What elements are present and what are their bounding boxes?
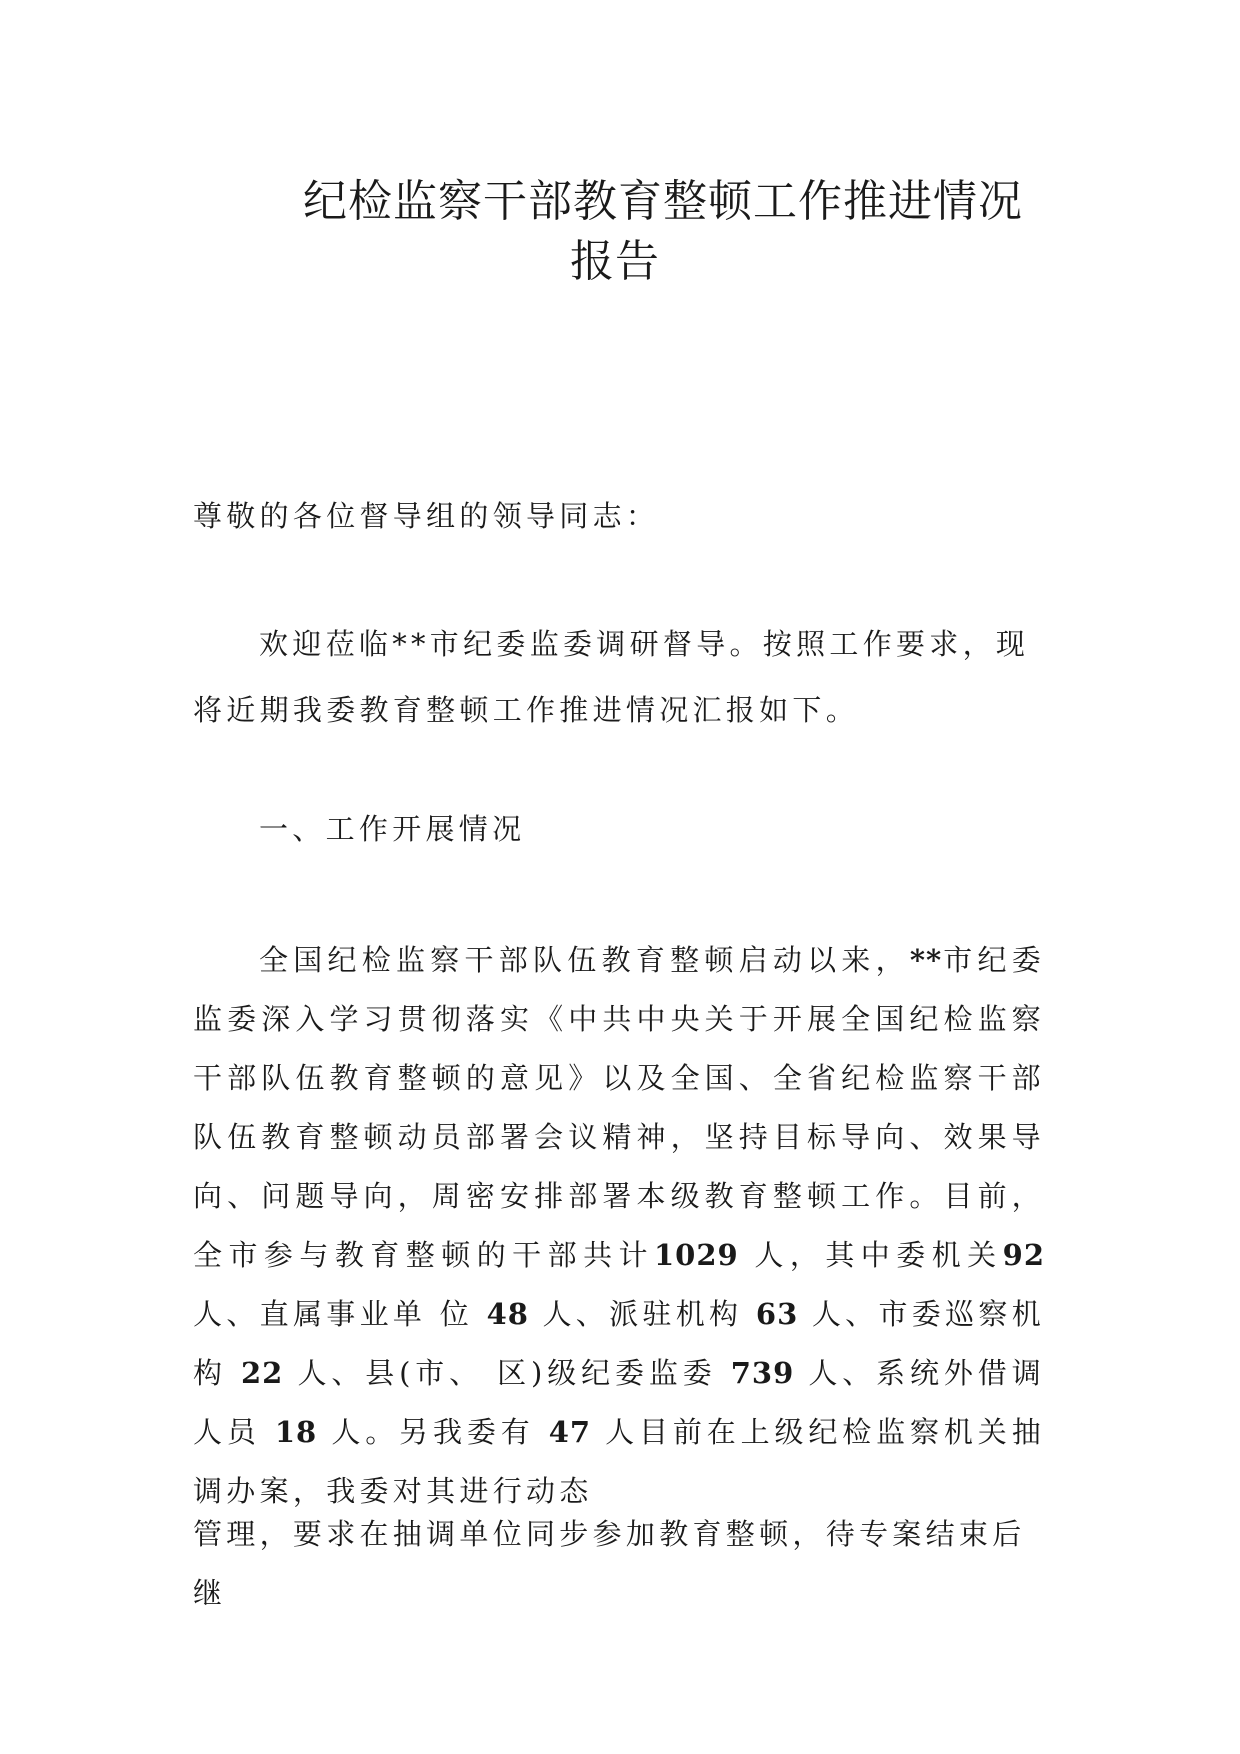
para2-text-8: 人、系统外借调人员: [193, 1356, 1045, 1449]
continued-paragraph: 管理，要求在抽调单位同步参加教育整顿，待专案结束后继: [193, 1517, 1026, 1610]
count-affiliated-units: 48: [486, 1297, 529, 1331]
para2-text-9: 人。另我委有: [317, 1415, 549, 1449]
title-line-1: 纪检监察干部教育整顿工作推进情况: [303, 176, 1023, 227]
document-title: [200, 172, 1100, 292]
para2-text-10: 人目前在上级纪检监察机关抽调办案，我委对其进行动态: [193, 1415, 1045, 1508]
para2-text-7: 人、县(市、 区)级纪委监委: [283, 1356, 731, 1390]
count-seconded-staff: 18: [274, 1415, 318, 1449]
title-line-2: 报告: [570, 236, 660, 287]
section-1-paragraph: [193, 931, 1045, 1521]
count-on-loan-cases: 47: [548, 1415, 592, 1449]
para2-text-6: 人、市委巡察机构: [193, 1297, 1046, 1390]
para2-text-3: 人，其中委机关: [738, 1238, 1003, 1272]
para2-text-2: 市纪委监委深入学习贯彻落实《中共中央关于开展全国纪检监察干部队伍教育整顿的意见》以及全国、全省纪检监察干部队伍教育整顿动员部署会议精神，坚持目标导向、效果导向、问题导向，周密安排部署本级教育整顿工作。目前，全市参与教育整顿的干部共计: [193, 943, 1046, 1272]
para2-text-5: 人、派驻机构: [528, 1297, 756, 1331]
greeting: 尊敬的各位督导组的领导同志：: [193, 499, 660, 533]
count-total: 1029: [654, 1238, 739, 1272]
count-inspection-agencies: 22: [240, 1356, 284, 1390]
count-dispatched-agencies: 63: [755, 1297, 799, 1331]
para2-text-4: 人、直属事业单 位: [193, 1297, 487, 1331]
count-commission-organ: 92: [1002, 1238, 1045, 1272]
count-county-level: 739: [730, 1356, 795, 1390]
section-heading-1: 一、工作开展情况: [259, 812, 526, 846]
para2-text-1: 全国纪检监察干部队伍教育整顿启动以来，: [259, 943, 910, 977]
intro-paragraph: 欢迎莅临**市纪委监委调研督导。按照工作要求，现将近期我委教育整顿工作推进情况汇报如下。: [193, 627, 1030, 727]
para2-city-mask: **: [909, 943, 943, 977]
